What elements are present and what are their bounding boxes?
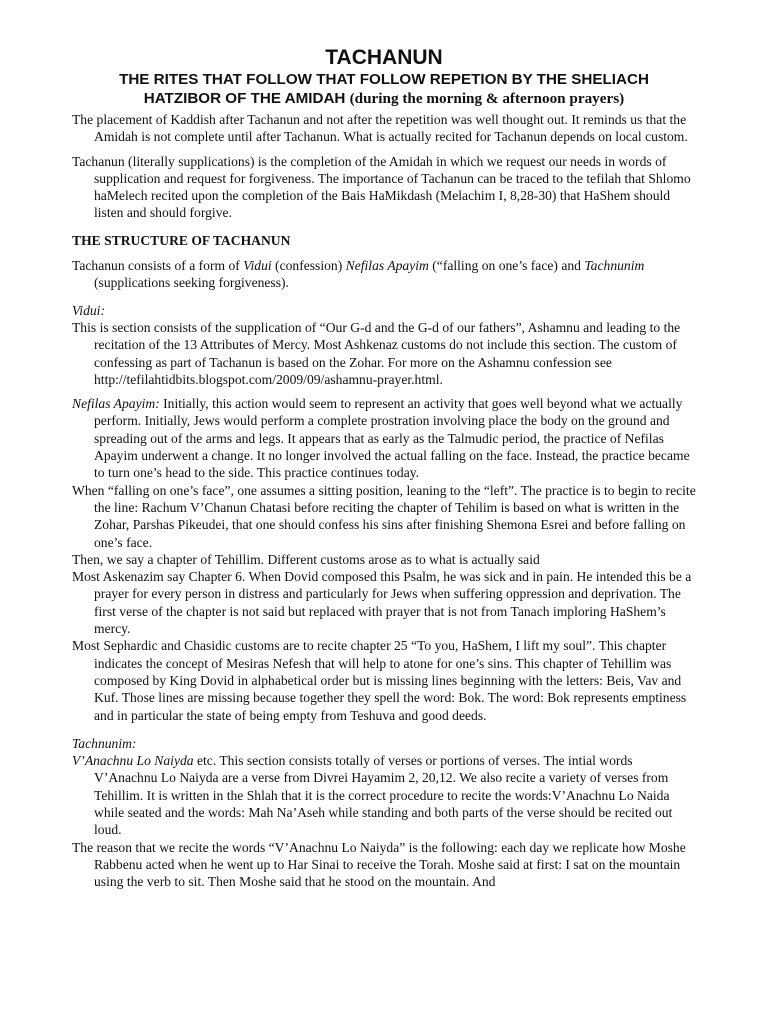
- nefilas-paragraph: [72, 395, 696, 481]
- vidui-label: Vidui:: [72, 302, 105, 318]
- sephardic-paragraph: Most Sephardic and Chasidic customs are to recite chapter 25 “To you, HaShem, I lift my soul”. This chapter indicates the concept of Mesiras Nefesh that will help to atone for one’s sins. This chapter of Tehillim was composed by King Dovid in alphabetical order but is missing lines beginning with the letters: Beis, Vav and Kuf. Those lines are missing because together they spell the word: Bok. The word: Bok represents emptiness and in particular the state of being empty from Teshuva and good deeds.: [72, 638, 687, 723]
- document-body: [72, 46, 696, 890]
- structure-term-vidui: Vidui: [243, 258, 272, 274]
- vidui-paragraph: This is section consists of the supplication of “Our G-d and the G-d of our fathers”, Ashamnu and leading to the recitation of the 13 Attributes of Mercy. Most Ashkenaz customs do not include this section. The custom of confessing as part of Tachanun is based on the Zohar. For more on the Ashamnu confession see http://tefilahtidbits.blogspot.com/2009/09/ashamnu-prayer.html.: [72, 319, 681, 387]
- nefilas-text: Initially, this action would seem to represent an activity that goes well beyond what we actually perform. Initially, Jews would perform a complete prostration involving place the body on the ground and spreading out of the arms and legs. It appears that as early as the Talmudic period, the practice of Nefilas Apayim underwent a change. It no longer involved the actual falling on the face. Instead, the practice became to turn one’s head to the side. This practice continues today.: [94, 396, 690, 481]
- reason-paragraph: The reason that we recite the words “V’Anachnu Lo Naiyda” is the following: each day we replicate how Moshe Rabbenu acted when he went up to Har Sinai to receive the Torah. Moshe said at first: I sat on the mountain using the verb to sit. Then Moshe said that he stood on the mountain. And: [72, 839, 686, 890]
- structure-text-4: (supplications seeking forgiveness).: [94, 275, 289, 291]
- document-subtitle: [72, 70, 696, 108]
- intro-paragraph-2: Tachanun (literally supplications) is the completion of the Amidah in which we request our needs in words of supplication and request for forgiveness. The importance of Tachanun can be traced to the tefilah that Shlomo haMelech recited upon the completion of the Bais HaMikdash (Melachim I, 8,28-30) that HaShem should listen and should forgive.: [72, 153, 691, 221]
- subtitle-line-1: THE RITES THAT FOLLOW THAT FOLLOW REPETION BY THE SHELIACH: [119, 71, 649, 88]
- subtitle-line-2-note: (during the morning & afternoon prayers): [349, 90, 625, 107]
- structure-term-tachnunim: Tachnunim: [584, 258, 645, 274]
- then-paragraph: Then, we say a chapter of Tehillim. Different customs arose as to what is actually said: [72, 551, 540, 567]
- document-title: TACHANUN: [325, 46, 443, 69]
- structure-text-1: Tachanun consists of a form of: [72, 258, 244, 274]
- section-heading-structure: THE STRUCTURE OF TACHANUN: [72, 232, 291, 248]
- vanachnu-label: V’Anachnu Lo Naiyda: [72, 753, 194, 769]
- nefilas-label: Nefilas Apayim:: [72, 396, 160, 412]
- structure-term-nefilas: Nefilas Apayim: [345, 258, 429, 274]
- intro-paragraph-1: The placement of Kaddish after Tachanun and not after the repetition was well thought out. It reminds us that the Amidah is not complete until after Tachanun. What is actually recited for Tachanun depends on local custom.: [72, 112, 688, 145]
- falling-paragraph: When “falling on one’s face”, one assumes a sitting position, leaning to the “left”. The practice is to begin to recite the line: Rachum V’Chanun Chatasi before reciting the chapter of Tehilim is based on what is written in the Zohar, Parshas Pikeudei, that one should confess his sins after finishing Shemona Esrei and before falling on one’s face.: [72, 482, 696, 550]
- vanachnu-paragraph: [72, 752, 696, 838]
- subtitle-line-2-main: HATZIBOR OF THE AMIDAH: [143, 90, 350, 107]
- tachnunim-label: Tachnunim:: [72, 735, 137, 751]
- structure-text-3: (“falling on one’s face) and: [428, 258, 585, 274]
- askenazim-paragraph: Most Askenazim say Chapter 6. When Dovid composed this Psalm, he was sick and in pain. He intended this be a prayer for every person in distress and particularly for Jews when suffering oppression and deprivation. The first verse of the chapter is not said but replaced with prayer that is not from Tanach imploring HaShem’s mercy.: [72, 569, 692, 637]
- structure-text-2: (confession): [271, 258, 346, 274]
- structure-paragraph: [72, 257, 696, 292]
- vanachnu-text: etc. This section consists totally of verses or portions of verses. The intial words V’Anachnu Lo Naiyda are a verse from Divrei Hayamim 2, 20,12. We also recite a variety of verses from Tehillim. It is written in the Shlah that it is the correct procedure to recite the words:V’Anachnu Lo Naida while seated and the words: Mah Na’Aseh while standing and both parts of the verse should be recited out loud.: [94, 753, 673, 838]
- subtitle-line-2: [72, 89, 696, 108]
